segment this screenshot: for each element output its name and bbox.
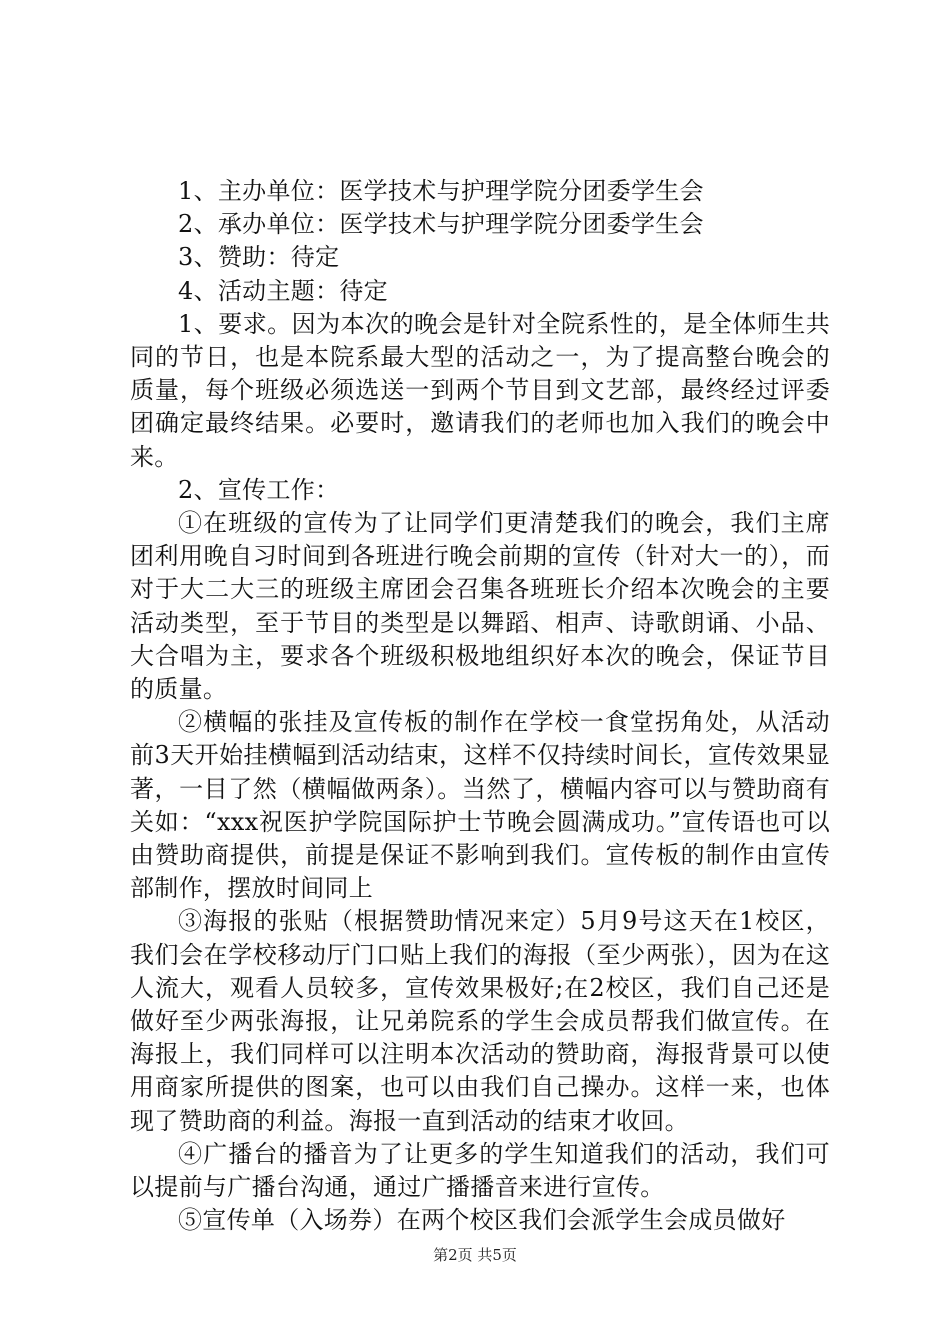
- paragraph-poster: ③海报的张贴（根据赞助情况来定）5月9号这天在1校区，我们会在学校移动厅门口贴上我们的海报（至少两张），因为在这人流大，观看人员较多，宣传效果极好;在2校区，我们自己还是做好至少两张海报，让兄弟院系的学生会成员帮我们做宣传。在海报上，我们同样可以注明本次活动的赞助商，海报背景可以使用商家所提供的图案，也可以由我们自己操办。这样一来，也体现了赞助商的利益。海报一直到活动的结束才收回。: [130, 907, 830, 1135]
- paragraph-requirements: 1、要求。因为本次的晚会是针对全院系性的，是全体师生共同的节日，也是本院系最大型的活动之一，为了提高整台晚会的质量，每个班级必须选送一到两个节目到文艺部，最终经过评委团确定最终结果。必要时，邀请我们的老师也加入我们的晚会中来。: [130, 309, 830, 471]
- paragraph-flyer: ⑤宣传单（入场券）在两个校区我们会派学生会成员做好: [178, 1206, 786, 1235]
- paragraph-theme: 4、活动主题：待定: [178, 276, 388, 305]
- paragraph-sponsor: 3、赞助：待定: [178, 243, 340, 272]
- paragraph-class-publicity: ①在班级的宣传为了让同学们更清楚我们的晚会，我们主席团利用晚自习时间到各班进行晚会前期的宣传（针对大一的），而对于大二大三的班级主席团会召集各班班长介绍本次晚会的主要活动类型，至于节目的类型是以舞蹈、相声、诗歌朗诵、小品、大合唱为主，要求各个班级积极地组织好本次的晚会，保证节目的质量。: [130, 509, 830, 704]
- paragraph-banner: ②横幅的张挂及宣传板的制作在学校一食堂拐角处，从活动前3天开始挂横幅到活动结束，这样不仅持续时间长，宣传效果显著，一目了然（横幅做两条）。当然了，横幅内容可以与赞助商有关如：“xxx祝医护学院国际护士节晚会圆满成功。”宣传语也可以由赞助商提供，前提是保证不影响到我们。宣传板的制作由宣传部制作，摆放时间同上: [130, 708, 830, 903]
- paragraph-organizer: 1、主办单位：医学技术与护理学院分团委学生会: [178, 177, 704, 205]
- paragraph-undertaker: 2、承办单位：医学技术与护理学院分团委学生会: [178, 210, 704, 239]
- paragraph-broadcast: ④广播台的播音为了让更多的学生知道我们的活动，我们可以提前与广播台沟通，通过广播播音来进行宣传。: [130, 1139, 830, 1202]
- page-footer: 第2页 共5页: [433, 1246, 517, 1264]
- document-body: [130, 175, 830, 1238]
- paragraph-publicity-heading: 2、宣传工作：: [178, 475, 340, 504]
